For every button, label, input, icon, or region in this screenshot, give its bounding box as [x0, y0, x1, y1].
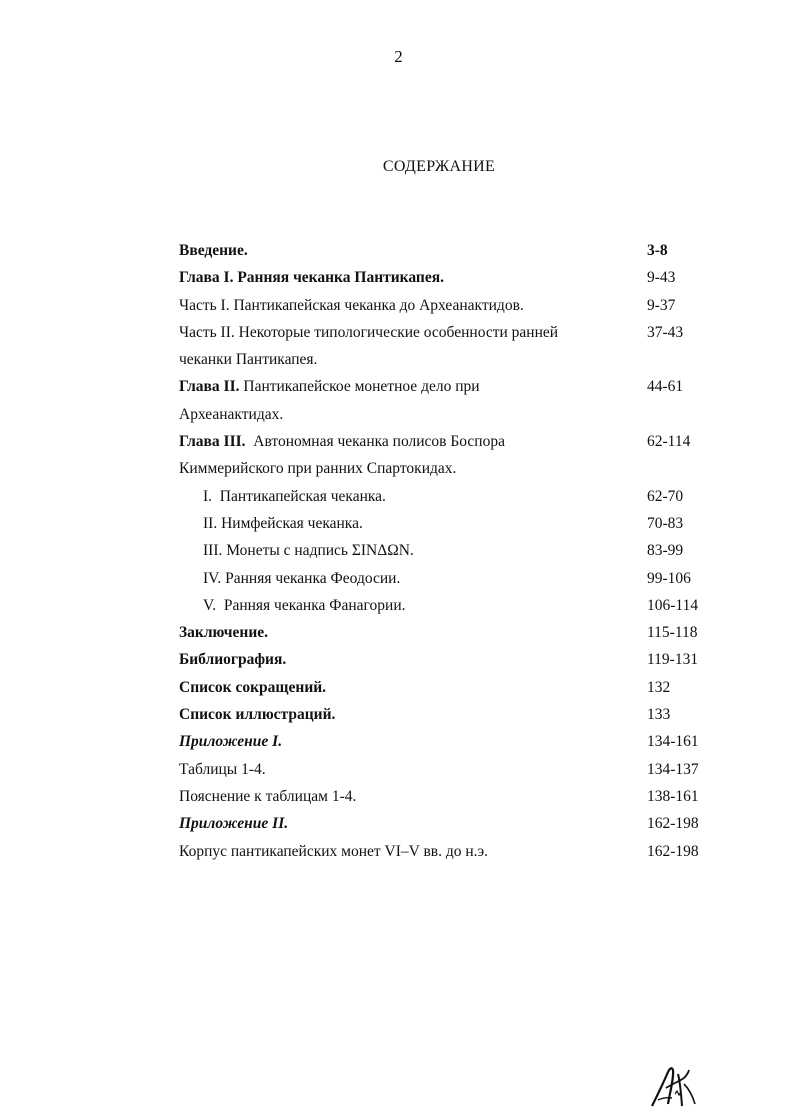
toc-entry-title: Список иллюстраций. [179, 706, 336, 724]
toc-row-appendix-2 [0, 810, 797, 837]
toc-entry-title: Приложение II. [179, 815, 289, 833]
toc-entry-numeral: III. [203, 542, 223, 560]
toc-row-chapter-3-section-3 [0, 537, 797, 564]
toc-entry-text: Нимфейская чеканка. [217, 514, 363, 532]
toc-entry-numeral: V. [203, 596, 217, 614]
toc-entry-title [179, 373, 480, 400]
toc-row-conclusion [0, 619, 797, 646]
toc-row-introduction [0, 237, 797, 264]
toc-entry-pages: 99-106 [647, 569, 691, 587]
toc-heading: СОДЕРЖАНИЕ [382, 158, 496, 175]
toc-row-appendix-1-notes [0, 783, 797, 810]
toc-entry-pages: 106-114 [647, 596, 699, 614]
toc-row-appendix-1 [0, 728, 797, 755]
toc-entry-numeral: I. [203, 487, 213, 505]
toc-row-appendix-2-corpus [0, 838, 797, 865]
toc-entry-title [203, 592, 405, 619]
toc-entry-pages: 119-131 [647, 651, 699, 669]
toc-entry-text: Пантикапейское монетное дело при [239, 378, 480, 396]
toc-row-chapter-1-part-1 [0, 292, 797, 319]
toc-entry-bold-label: Глава III. [179, 433, 246, 451]
toc-entry-title: Корпус пантикапейских монет VI–V вв. до н.э. [179, 842, 489, 860]
toc-entry-title [203, 537, 414, 564]
toc-entry-numeral: II. [203, 514, 218, 532]
table-of-contents [0, 237, 797, 865]
toc-entry-title: Пояснение к таблицам 1-4. [179, 787, 357, 805]
toc-entry-title: Введение. [179, 242, 248, 259]
toc-entry-title: Таблицы 1-4. [179, 760, 266, 778]
toc-entry-title: Глава I. Ранняя чеканка Пантикапея. [179, 269, 444, 287]
toc-entry-pages: 37-43 [647, 323, 684, 341]
toc-entry-pages: 83-99 [647, 542, 684, 560]
toc-entry-title: Приложение I. [179, 733, 283, 751]
toc-row-chapter-1-part-2-continued [0, 346, 797, 373]
toc-entry-title: чеканки Пантикапея. [179, 351, 318, 369]
toc-entry-title [179, 428, 505, 455]
page-number: 2 [394, 47, 403, 66]
toc-row-chapter-3 [0, 428, 797, 455]
toc-row-chapter-3-section-5 [0, 592, 797, 619]
toc-entry-title: Часть II. Некоторые типологические особенности ранней [179, 323, 559, 341]
toc-row-illustrations [0, 701, 797, 728]
toc-entry-title [203, 510, 363, 537]
toc-entry-title: Список сокращений. [179, 678, 327, 696]
toc-row-chapter-1-part-2 [0, 319, 797, 346]
toc-row-chapter-1 [0, 264, 797, 291]
toc-entry-title: Археанактидах. [179, 405, 284, 423]
toc-entry-title: Часть I. Пантикапейская чеканка до Археанактидов. [179, 296, 524, 314]
toc-row-chapter-2-continued [0, 401, 797, 428]
toc-row-chapter-3-section-4 [0, 565, 797, 592]
toc-entry-bold-label: Глава II. [179, 378, 240, 396]
toc-entry-title: Заключение. [179, 624, 269, 642]
toc-row-chapter-3-section-1 [0, 483, 797, 510]
toc-entry-numeral: IV. [203, 569, 222, 587]
toc-entry-pages: 9-43 [647, 269, 676, 287]
toc-row-chapter-3-continued [0, 455, 797, 482]
toc-entry-pages: 62-114 [647, 433, 691, 451]
toc-row-abbreviations [0, 674, 797, 701]
toc-entry-pages: 162-198 [647, 842, 699, 860]
toc-row-chapter-2 [0, 373, 797, 400]
toc-entry-pages: 133 [647, 706, 671, 724]
toc-entry-title [203, 565, 400, 592]
toc-entry-title: Киммерийского при ранних Спартокидах. [179, 460, 457, 478]
toc-entry-pages: 115-118 [647, 624, 698, 642]
toc-entry-title [203, 483, 386, 510]
toc-entry-pages: 62-70 [647, 487, 684, 505]
toc-row-bibliography [0, 646, 797, 673]
toc-entry-pages: 138-161 [647, 787, 699, 805]
toc-entry-text: Пантикапейская чеканка. [212, 487, 386, 505]
toc-entry-text: Ранняя чеканка Феодосии. [221, 569, 401, 587]
toc-entry-pages: 70-83 [647, 514, 684, 532]
toc-entry-pages: 3-8 [647, 242, 668, 259]
toc-entry-text: Ранняя чеканка Фанагории. [216, 596, 406, 614]
toc-row-appendix-1-tables [0, 756, 797, 783]
toc-row-chapter-3-section-2 [0, 510, 797, 537]
toc-entry-pages: 132 [647, 678, 671, 696]
toc-entry-title: Библиография. [179, 651, 287, 669]
handwritten-signature [648, 1064, 700, 1110]
toc-entry-text: Автономная чеканка полисов Боспора [245, 433, 505, 451]
toc-entry-text: Монеты с надпись ΣΙΝΔΩΝ. [222, 542, 414, 560]
toc-entry-pages: 9-37 [647, 296, 676, 314]
toc-entry-pages: 134-161 [647, 733, 699, 751]
toc-entry-pages: 44-61 [647, 378, 684, 396]
toc-entry-pages: 162-198 [647, 815, 699, 833]
toc-entry-pages: 134-137 [647, 760, 699, 778]
